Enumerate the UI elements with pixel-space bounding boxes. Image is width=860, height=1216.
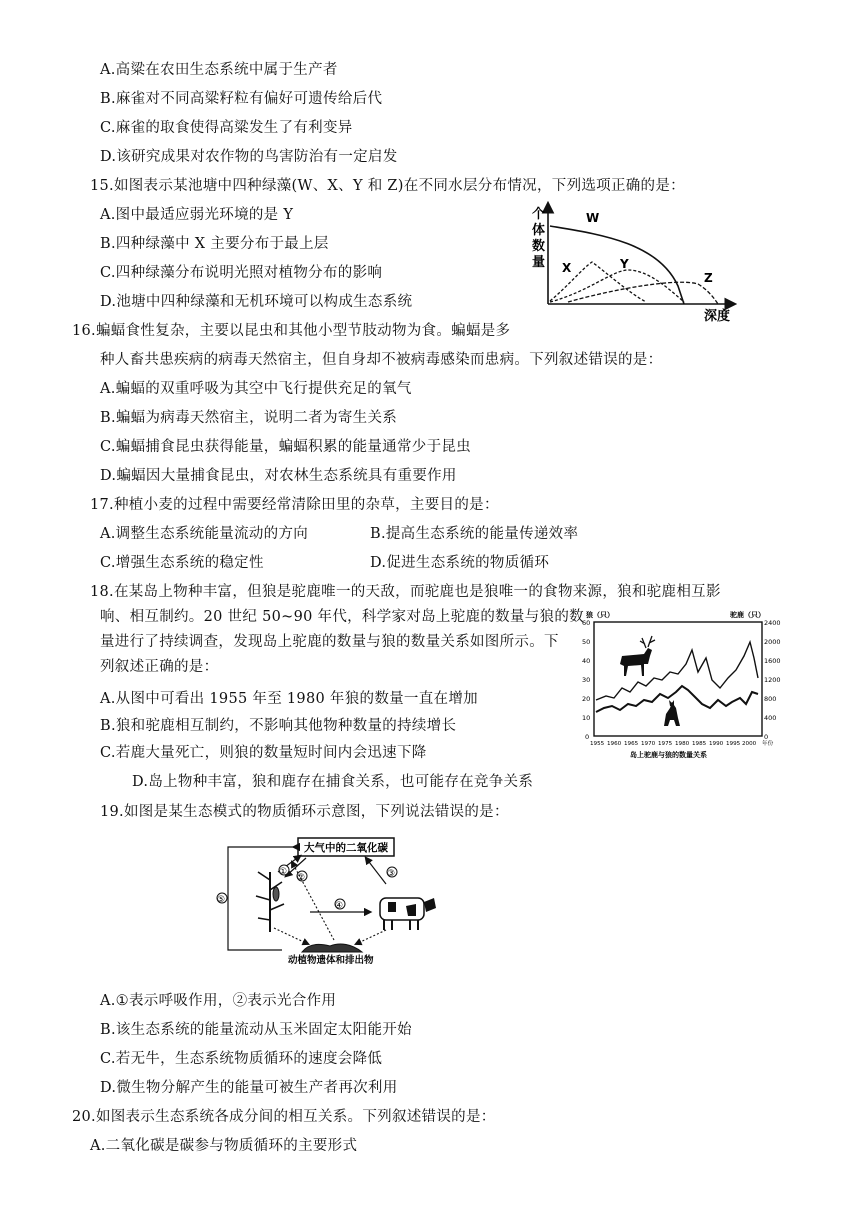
q17-option-b: B.提高生态系统的能量传递效率 [370,526,579,542]
q19-stem: 19.如图是某生态模式的物质循环示意图，下列说法错误的是： [100,804,509,820]
q17-option-a: A.调整生态系统能量流动的方向 [100,526,309,542]
q16-option-a: A.蝙蝠的双重呼吸为其空中飞行提供充足的氧气 [100,381,412,397]
q16-option-c: C.蝙蝠捕食昆虫获得能量，蝙蝠积累的能量通常少于昆虫 [100,439,471,455]
q19-mark-3: ③ [387,869,396,879]
q18-stem-line2: 响、相互制约。20 世纪 50~90 年代，科学家对岛上驼鹿的数量与狼的数 [100,609,584,625]
q18-left-tick: 60 [582,619,591,627]
q19-cycle-diagram [210,832,450,966]
q19-remains-icon [302,944,362,952]
q18-right-axis-title: 驼鹿（只） [730,611,765,619]
q20-option-a: A.二氧化碳是碳参与物质循环的主要形式 [90,1138,358,1154]
q19-bottom-label: 动植物遗体和排出物 [288,955,374,966]
q18-x-unit: 年份 [762,741,774,747]
q18-left-tick: 20 [582,695,591,703]
q17-option-c: C.增强生态系统的稳定性 [100,555,264,571]
q18-stem-line1: 18.在某岛上物种丰富，但狼是驼鹿唯一的天敌，而驼鹿也是狼唯一的食物来源，狼和驼鹿相互影 [90,584,721,600]
q18-wolf-moose-chart [582,608,782,764]
q15-algae-depth-figure [528,196,748,322]
q16-stem-line1: 16.蝙蝠食性复杂，主要以昆虫和其他小型节肢动物为食。蝙蝠是多 [72,323,511,339]
q15-stem: 15.如图表示某池塘中四种绿藻(W、X、Y 和 Z)在不同水层分布情况，下列选项正确的是： [90,178,685,194]
q18-left-axis-title: 狼（只） [586,611,614,619]
q18-x-tick: 1970 [641,741,656,747]
q19-top-box-label: 大气中的二氧化碳 [304,842,388,854]
q18-option-b: B.狼和驼鹿相互制约，不影响其他物种数量的持续增长 [100,718,457,734]
q18-right-tick: 2000 [764,638,781,646]
q18-left-tick: 30 [582,676,591,684]
q15-label-w: W [586,211,600,225]
q19-dotted-corn [274,928,308,944]
q19-option-a: A.①表示呼吸作用，②表示光合作用 [100,993,337,1009]
q19-cow-icon [380,898,436,930]
q17-option-d: D.促进生态系统的物质循环 [370,555,550,571]
q15-option-c: C.四种绿藻分布说明光照对植物分布的影响 [100,265,383,281]
q15-option-d: D.池塘中四种绿藻和无机环境可以构成生态系统 [100,294,413,310]
q18-wolf-icon [664,700,680,726]
q17-stem: 17.种植小麦的过程中需要经常清除田里的杂草，主要目的是： [90,497,499,513]
q15-option-a: A.图中最适应弱光环境的是 Y [100,207,294,223]
q18-stem-line4: 列叙述正确的是： [100,659,219,675]
q19-mark-5: ⑤ [217,895,226,905]
q18-right-tick: 1200 [764,676,781,684]
q18-x-tick: 1980 [675,741,690,747]
q18-right-tick: 0 [764,733,769,741]
q18-right-tick: 2400 [764,619,781,627]
q15-xlabel: 深度 [704,309,731,322]
q18-left-tick: 10 [582,714,591,722]
q14-option-c: C.麻雀的取食使得高粱发生了有利变异 [100,120,353,136]
q18-caption: 岛上驼鹿与狼的数量关系 [630,751,707,759]
q18-right-tick: 400 [764,714,777,722]
q14-option-a: A.高粱在农田生态系统中属于生产者 [100,62,338,78]
q18-x-tick: 1985 [692,741,707,747]
q18-option-d: D.岛上物种丰富，狼和鹿存在捕食关系，也可能存在竞争关系 [132,774,534,790]
q18-left-ticks [582,619,590,741]
q15-ylabel-1: 个 [532,207,546,222]
q15-label-z: Z [704,271,713,285]
q16-option-d: D.蝙蝠因大量捕食昆虫，对农林生态系统具有重要作用 [100,468,457,484]
q18-x-tick: 1960 [607,741,622,747]
q18-option-a: A.从图中可看出 1955 年至 1980 年狼的数量一直在增加 [100,691,478,707]
q19-mark-1: ① [279,867,288,877]
q18-moose-icon [620,636,655,676]
q18-x-tick: 2000 [742,741,757,747]
q14-option-d: D.该研究成果对农作物的鸟害防治有一定启发 [100,149,398,165]
q19-mark-4: ④ [335,901,344,911]
q18-x-tick: 1955 [590,741,605,747]
q15-label-y: Y [620,257,629,271]
q18-x-ticks [590,739,774,747]
q19-option-d: D.微生物分解产生的能量可被生产者再次利用 [100,1080,398,1096]
q18-stem-line3: 量进行了持续调查，发现岛上驼鹿的数量与狼的数量关系如图所示。下 [100,634,559,650]
q18-x-tick: 1965 [624,741,639,747]
q14-option-b: B.麻雀对不同高粱籽粒有偏好可遗传给后代 [100,91,383,107]
q15-label-x: X [562,261,572,275]
q19-dotted-cow [356,930,386,944]
q16-option-b: B.蝙蝠为病毒天然宿主，说明二者为寄生关系 [100,410,398,426]
q19-corn-icon [256,872,284,932]
q15-option-b: B.四种绿藻中 X 主要分布于最上层 [100,236,329,252]
q19-arrow-5 [228,847,294,950]
q18-option-c: C.若鹿大量死亡，则狼的数量短时间内会迅速下降 [100,745,427,761]
q18-left-tick: 40 [582,657,591,665]
q18-right-tick: 1600 [764,657,781,665]
q18-left-tick: 50 [582,638,591,646]
q19-mark-2: ② [297,873,306,883]
q18-left-tick: 0 [585,733,590,741]
q19-arrow-3 [366,858,386,884]
q18-x-tick: 1990 [709,741,724,747]
q18-x-tick: 1975 [658,741,673,747]
q20-stem: 20.如图表示生态系统各成分间的相互关系。下列叙述错误的是： [72,1109,496,1125]
q19-option-b: B.该生态系统的能量流动从玉米固定太阳能开始 [100,1022,412,1038]
q16-stem-line2: 种人畜共患疾病的病毒天然宿主，但自身却不被病毒感染而患病。下列叙述错误的是： [100,352,663,368]
q18-x-tick: 1995 [726,741,741,747]
q15-ylabel-3: 数 [532,239,546,254]
q19-option-c: C.若无牛，生态系统物质循环的速度会降低 [100,1051,383,1067]
q15-ylabel-4: 量 [532,255,546,270]
q18-right-tick: 800 [764,695,777,703]
q15-ylabel-2: 体 [532,223,546,238]
q18-right-ticks [764,619,781,741]
